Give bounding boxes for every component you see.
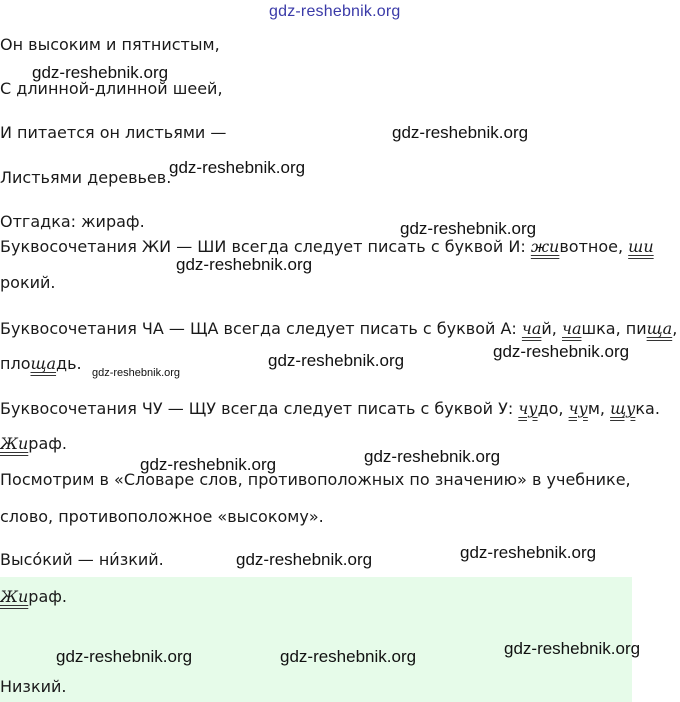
underlined-syllable: ча xyxy=(561,319,582,338)
example-rest: вотное, xyxy=(559,237,629,256)
rule-zhi-shi-cont: рокий. xyxy=(0,273,56,292)
watermark: gdz-reshebnik.org xyxy=(169,158,306,177)
watermark: gdz-reshebnik.org xyxy=(493,342,630,361)
underlined-syllable: Жи xyxy=(0,587,29,606)
underlined-syllable: ши xyxy=(628,237,654,256)
answer-antonym: Низкий. xyxy=(0,677,67,696)
watermark-small: gdz-reshebnik.org xyxy=(92,367,181,379)
watermark: gdz-reshebnik.org xyxy=(364,447,501,466)
watermark: gdz-reshebnik.org xyxy=(280,647,417,666)
rule-cha-shcha xyxy=(0,319,677,339)
rule-cha-shcha-cont xyxy=(0,354,82,374)
underlined-syllable: чу xyxy=(568,399,588,418)
example-rest: пло xyxy=(0,354,31,373)
example-rest: шка, пи xyxy=(581,319,647,338)
example-rest: до, xyxy=(537,399,569,418)
example-rest: м, xyxy=(587,399,611,418)
underlined-syllable: жи xyxy=(530,237,560,256)
underlined-syllable: чу xyxy=(518,399,538,418)
word-giraffe xyxy=(0,434,67,454)
riddle-line-4: Листьями деревьев. xyxy=(0,168,172,187)
example-rest: раф. xyxy=(28,587,68,606)
rule-chu-shchu xyxy=(0,399,660,419)
underlined-syllable: Жи xyxy=(0,434,29,453)
watermark: gdz-reshebnik.org xyxy=(268,351,405,370)
riddle-answer: Отгадка: жираф. xyxy=(0,212,145,231)
antonym-pair: Высо́кий — ни́зкий. xyxy=(0,550,164,569)
rule-text: Буквосочетания ЖИ — ШИ всегда следует писать с буквой И: xyxy=(0,237,531,256)
example-rest: ка. xyxy=(635,399,660,418)
example-rest: , xyxy=(672,319,678,338)
riddle-line-1: Он высоким и пятнистым, xyxy=(0,35,220,54)
rule-text: Буквосочетания ЧУ — ЩУ всегда следует писать с буквой У: xyxy=(0,399,519,418)
underlined-syllable: ща xyxy=(30,354,57,373)
watermark: gdz-reshebnik.org xyxy=(32,63,169,82)
example-rest: раф. xyxy=(28,434,68,453)
riddle-line-2: С длинной-длинной шеей, xyxy=(0,79,223,98)
watermark: gdz-reshebnik.org xyxy=(400,219,537,238)
underlined-syllable: ча xyxy=(521,319,542,338)
rule-text: Буквосочетания ЧА — ЩА всегда следует писать с буквой А: xyxy=(0,319,522,338)
watermark: gdz-reshebnik.org xyxy=(56,647,193,666)
underlined-syllable: щу xyxy=(610,399,636,418)
dictionary-line-2: слово, противоположное «высокому». xyxy=(0,507,324,526)
watermark: gdz-reshebnik.org xyxy=(140,455,277,474)
watermark: gdz-reshebnik.org xyxy=(392,123,529,142)
example-rest: й, xyxy=(541,319,562,338)
watermark: gdz-reshebnik.org xyxy=(504,639,641,658)
underlined-syllable: ща xyxy=(646,319,673,338)
rule-zhi-shi xyxy=(0,237,654,257)
riddle-line-3: И питается он листьями — xyxy=(0,123,227,142)
dictionary-line-1: Посмотрим в «Словаре слов, противоположных по значению» в учебнике, xyxy=(0,470,631,489)
watermark: gdz-reshebnik.org xyxy=(176,255,313,274)
answer-giraffe xyxy=(0,587,67,607)
watermark: gdz-reshebnik.org xyxy=(236,550,373,569)
watermark-top: gdz-reshebnik.org xyxy=(269,3,401,20)
watermark: gdz-reshebnik.org xyxy=(460,543,597,562)
example-rest: дь. xyxy=(56,354,82,373)
